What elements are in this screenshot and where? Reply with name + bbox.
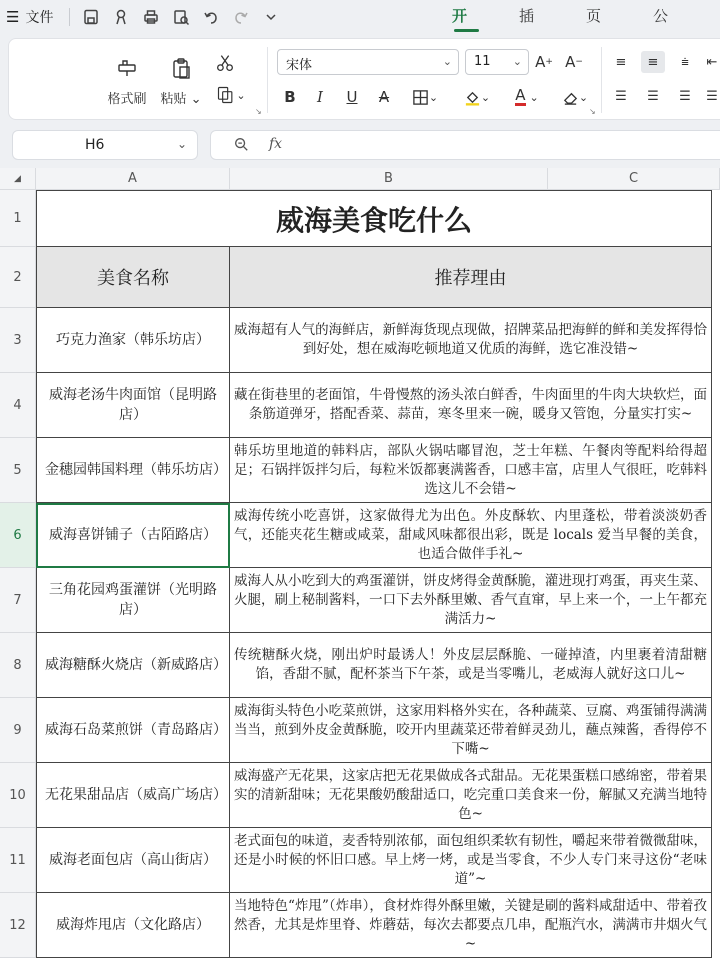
row-header-10[interactable]: 10 — [0, 763, 36, 828]
align-bottom-button[interactable]: ⩧ — [681, 54, 689, 70]
font-name-select[interactable] — [277, 49, 459, 75]
eraser-icon — [562, 89, 579, 106]
save-icon[interactable] — [82, 8, 100, 26]
undo-icon[interactable] — [202, 8, 220, 26]
tab-page[interactable]: 页 — [586, 7, 602, 25]
increase-font-button[interactable]: A + — [535, 53, 553, 71]
font-size-select[interactable] — [465, 49, 529, 75]
reason-text: 威海盛产无花果，这家店把无花果做成各式甜品。无花果蛋糕口感绵密，带着果实的清新甜味；无花果酸奶酸甜适口，吃完重口美食来一份，解腻又充满当地特色~ — [234, 767, 707, 822]
reason-text: 当地特色“炸甩”（炸串），食材炸得外酥里嫩，关键是刷的酱料咸甜适中、带着孜然香，尤其是炸里脊、炸蘑菇，每次去都要点几串，配瓶汽水，满满市井烟火气~ — [234, 897, 707, 952]
share-icon[interactable] — [112, 8, 130, 26]
paste-button[interactable] — [159, 51, 203, 111]
hamburger-icon[interactable]: ☰ — [6, 8, 20, 26]
cell-reference: H6 — [85, 137, 105, 153]
row-header-3[interactable]: 3 — [0, 308, 36, 373]
column-header-a[interactable]: A — [36, 168, 230, 190]
tab-insert[interactable]: 插 — [519, 7, 535, 25]
reason-cell[interactable] — [230, 763, 712, 828]
align-middle-button[interactable]: ≡ — [641, 51, 665, 73]
row-header-6[interactable]: 6 — [0, 503, 36, 568]
paint-bucket-icon — [464, 89, 481, 106]
food-name-cell-selected[interactable]: 威海喜饼铺子（古陌路店） — [36, 503, 230, 568]
quick-access-toolbar — [69, 8, 280, 26]
row-header-4[interactable]: 4 — [0, 373, 36, 438]
row-header-2[interactable]: 2 — [0, 247, 36, 308]
column-header-c[interactable]: C — [548, 168, 720, 190]
reason-cell[interactable] — [230, 893, 712, 958]
copy-icon — [216, 85, 236, 105]
chevron-down-icon: ⌄ — [512, 55, 522, 68]
row-header-1[interactable]: 1 — [0, 190, 36, 247]
reason-cell[interactable] — [230, 568, 712, 633]
row-header-8[interactable]: 8 — [0, 633, 36, 698]
clipboard-icon — [169, 56, 193, 80]
cut-button[interactable] — [213, 51, 237, 75]
zoom-formula-icon[interactable] — [233, 136, 249, 156]
print-preview-icon[interactable] — [172, 8, 190, 26]
reason-text: 藏在街巷里的老面馆，牛骨慢熬的汤头浓白鲜香，牛肉面里的牛肉大块软烂，面条筋道弹牙，搭配香菜、蒜苗，寒冬里来一碗，暖身又管饱，分量实打实~ — [234, 387, 707, 422]
food-name-cell[interactable]: 威海炸甩店（文化路店） — [36, 893, 230, 958]
food-name-cell[interactable]: 威海老面包店（高山街店） — [36, 828, 230, 893]
align-right-button[interactable]: ☰ — [679, 88, 691, 104]
ribbon-tabs — [452, 0, 720, 34]
strikethrough-button[interactable]: A — [378, 88, 390, 106]
row-header-12[interactable]: 12 — [0, 893, 36, 958]
justify-button[interactable]: ☰ — [706, 88, 718, 104]
ribbon-toolbar — [8, 38, 720, 120]
format-painter-button[interactable] — [105, 51, 149, 111]
paste-label-text: 粘贴 — [160, 91, 187, 107]
food-name-cell[interactable]: 三角花园鸡蛋灌饼（光明路店） — [36, 568, 230, 633]
clipboard-group-expand-icon[interactable]: ↘ — [255, 107, 262, 116]
row-header-7[interactable]: 7 — [0, 568, 36, 633]
border-grid-icon — [412, 89, 429, 106]
scissors-icon — [214, 52, 236, 74]
paste-label: 粘贴 ⌄ — [160, 91, 202, 107]
chevron-down-icon[interactable]: ⌄ — [176, 137, 187, 151]
reason-cell[interactable] — [230, 308, 712, 373]
header-food-name[interactable]: 美食名称 — [36, 247, 230, 308]
border-button[interactable]: ⌄ — [405, 85, 445, 109]
bold-button[interactable]: B — [284, 88, 296, 106]
row-header-11[interactable]: 11 — [0, 828, 36, 893]
reason-text: 威海人从小吃到大的鸡蛋灌饼，饼皮烤得金黄酥脆，灌进现打鸡蛋，再夹生菜、火腿，刷上秘制酱料，一口下去外酥里嫩、香气直窜，早上来一个，一上午都充满活力~ — [234, 572, 707, 627]
paint-brush-icon — [115, 56, 139, 80]
font-size-value: 11 — [474, 54, 491, 69]
row-header-9[interactable]: 9 — [0, 698, 36, 763]
select-all-corner[interactable]: ◢ — [0, 168, 36, 190]
reason-cell[interactable] — [230, 373, 712, 438]
function-icon[interactable]: fx — [269, 136, 283, 152]
italic-button[interactable]: I — [317, 88, 323, 106]
reason-cell[interactable] — [230, 698, 712, 763]
redo-icon[interactable] — [232, 8, 250, 26]
spreadsheet-grid — [0, 168, 720, 960]
reason-text: 威海超有人气的海鲜店，新鲜海货现点现做，招牌菜品把海鲜的鲜和美发挥得恰到好处，想在威海吃顿地道又优质的海鲜，选它准没错~ — [234, 322, 707, 357]
tab-formula[interactable]: 公 — [653, 7, 669, 25]
underline-button[interactable]: U — [346, 88, 358, 106]
font-group-expand-icon[interactable]: ↘ — [589, 107, 596, 116]
chevron-down-icon: ⌄ — [442, 55, 452, 68]
food-name-cell[interactable]: 巧克力渔家（韩乐坊店） — [36, 308, 230, 373]
reason-text: 威海街头特色小吃菜煎饼，这家用料格外实在，各种蔬菜、豆腐、鸡蛋铺得满满当当，煎到外皮金黄酥脆，咬开内里蔬菜还带着鲜灵劲儿，蘸点辣酱，香得停不下嘴~ — [234, 702, 707, 757]
sheet-title-cell[interactable]: 威海美食吃什么 — [36, 190, 712, 247]
font-name-value: 宋体 — [286, 58, 313, 73]
print-icon[interactable] — [142, 8, 160, 26]
food-name-cell[interactable]: 威海糖酥火烧店（新威路店） — [36, 633, 230, 698]
header-reason[interactable]: 推荐理由 — [230, 247, 712, 308]
reason-cell[interactable] — [230, 633, 712, 698]
reason-cell[interactable] — [230, 503, 712, 568]
reason-cell[interactable] — [230, 438, 712, 503]
tab-home[interactable]: 开 — [452, 0, 481, 34]
copy-button[interactable]: ⌄ — [213, 83, 249, 107]
food-name-cell[interactable]: 威海石岛菜煎饼（青岛路店） — [36, 698, 230, 763]
reason-text: 韩乐坊里地道的韩料店，部队火锅咕嘟冒泡，芝士年糕、午餐肉等配料给得超足；石锅拌饭拌匀后，每粒米饭都裹满酱香，口感丰富，店里人气很旺，吃韩料选这儿不会错~ — [234, 442, 707, 497]
menu-bar — [0, 0, 720, 34]
formula-bar[interactable] — [210, 130, 720, 160]
clear-format-button[interactable]: ⌄ — [555, 85, 595, 109]
reason-text: 威海传统小吃喜饼，这家做得尤为出色。外皮酥软、内里蓬松，带着淡淡奶香气，还能夹花生糖或咸菜，甜咸风味都很出彩，既是 locals 爱当早餐的美食，也适合做伴手礼~ — [234, 507, 707, 562]
align-left-button[interactable]: ☰ — [615, 88, 627, 104]
indent-button[interactable]: ⇤ — [706, 54, 718, 70]
file-menu[interactable] — [0, 7, 53, 27]
food-name-cell[interactable]: 威海老汤牛肉面馆（昆明路店） — [36, 373, 230, 438]
font-color-button[interactable]: A ⌄ — [515, 86, 539, 104]
chevron-down-icon[interactable] — [262, 8, 280, 26]
food-name-cell[interactable]: 无花果甜品店（威高广场店） — [36, 763, 230, 828]
reason-text: 传统糖酥火烧，刚出炉时最诱人！外皮层层酥脆、一碰掉渣，内里裹着清甜糖馅，香甜不腻，配杯茶当下午茶，或是当零嘴儿，老威海人就好这口儿~ — [234, 647, 707, 682]
food-name-cell[interactable]: 金穗园韩国料理（韩乐坊店） — [36, 438, 230, 503]
fill-color-button[interactable]: ⌄ — [457, 85, 497, 109]
align-center-button[interactable]: ☰ — [647, 88, 659, 104]
align-top-button[interactable]: ≡ — [615, 54, 627, 70]
reason-text: 老式面包的味道，麦香特别浓郁，面包组织柔软有韧性，嚼起来带着微微甜味，还是小时候的怀旧口感。早上烤一烤，或是当零食，不少人专门来寻这份“老味道”~ — [234, 832, 707, 887]
reason-cell[interactable] — [230, 828, 712, 893]
format-painter-label: 格式刷 — [107, 91, 147, 107]
decrease-font-button[interactable]: A − — [565, 53, 583, 71]
file-menu-label[interactable]: 文件 — [25, 10, 54, 26]
column-header-b[interactable]: B — [230, 168, 548, 190]
name-box[interactable] — [12, 130, 198, 160]
row-header-5[interactable]: 5 — [0, 438, 36, 503]
